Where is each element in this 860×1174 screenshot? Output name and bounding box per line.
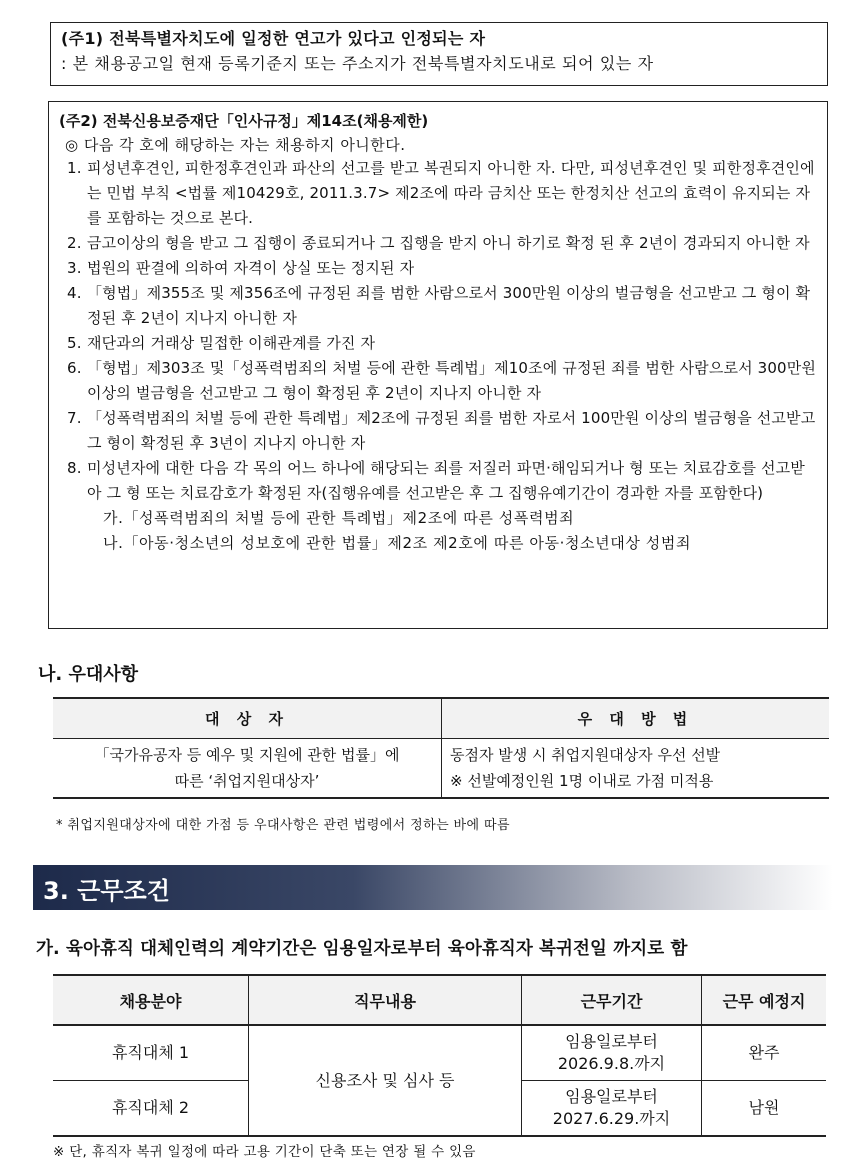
table-row — [53, 739, 829, 799]
table-cell: 신용조사 및 심사 등 — [249, 1025, 522, 1136]
section-title: 3. 근무조건 — [43, 877, 170, 905]
table-cell: 휴직대체 1 — [53, 1025, 249, 1081]
table-cell: 휴직대체 2 — [53, 1081, 249, 1137]
list-item: 8. 미성년자에 대한 다음 각 목의 어느 하나에 해당되는 죄를 저질러 파면·해임되거나 형 또는 치료감호를 선고받아 그 형 또는 치료감호가 확정된 자(집행유예를 선고받은 후 그 집행유예기간이 경과한 자를 포함한다) — [67, 459, 805, 502]
table-cell: 완주 — [702, 1025, 827, 1081]
list-item: 1. 피성년후견인, 피한정후견인과 파산의 선고를 받고 복권되지 아니한 자. 다만, 피성년후견인 및 피한정후견인에는 민법 부칙 <법률 제10429호, 2011.3.7> 제2조에 따라 금치산 또는 한정치산 선고의 효력이 유지되는 자를 포함하는 것으로 본다. — [67, 159, 815, 227]
table-cell: 동점자 발생 시 취업지원대상자 우선 선발 ※ 선발예정인원 1명 이내로 가점 미적용 — [442, 739, 830, 799]
work-conditions-table — [53, 974, 826, 1137]
note-2-box — [48, 101, 828, 629]
column-header: 근무기간 — [522, 975, 702, 1025]
note-2-intro: ◎ 다음 각 호에 해당하는 자는 채용하지 아니한다. — [65, 136, 406, 154]
sub-item: 나.「아동·청소년의 성보호에 관한 법률」제2조 제2호에 따른 아동·청소년대상 성범죄 — [103, 534, 692, 552]
list-item: 3. 법원의 판결에 의하여 자격이 상실 또는 정지된 자 — [67, 259, 415, 277]
note-2-title: (주2) 전북신용보증재단「인사규정」제14조(채용제한) — [59, 112, 429, 130]
list-item: 5. 재단과의 거래상 밀접한 이해관계를 가진 자 — [67, 334, 376, 352]
preference-heading: 나. 우대사항 — [38, 664, 139, 685]
column-header: 근무 예정지 — [702, 975, 827, 1025]
table-row — [53, 1025, 826, 1081]
column-header: 대 상 자 — [53, 698, 442, 739]
preference-note: * 취업지원대상자에 대한 가점 등 우대사항은 관련 법령에서 정하는 바에 따름 — [56, 818, 510, 833]
table-cell: 임용일로부터 2027.6.29.까지 — [522, 1081, 702, 1137]
section-subheading: 가. 육아휴직 대체인력의 계약기간은 임용일자로부터 육아휴직자 복귀전일 까지로 함 — [36, 939, 688, 959]
column-header: 채용분야 — [53, 975, 249, 1025]
list-item: 2. 금고이상의 형을 받고 그 집행이 종료되거나 그 집행을 받지 아니 하기로 확정 된 후 2년이 경과되지 아니한 자 — [67, 234, 810, 252]
table-cell: 「국가유공자 등 예우 및 지원에 관한 법률」에 따른 ‘취업지원대상자’ — [53, 739, 442, 799]
sub-item: 가.「성폭력범죄의 처벌 등에 관한 특례법」제2조에 따른 성폭력범죄 — [103, 509, 575, 527]
column-header: 직무내용 — [249, 975, 522, 1025]
list-item: 4. 「형법」제355조 및 제356조에 규정된 죄를 범한 사람으로서 300만원 이상의 벌금형을 선고받고 그 형이 확정된 후 2년이 지나지 아니한 자 — [67, 284, 811, 327]
section-note: ※ 단, 휴직자 복귀 일정에 따라 고용 기간이 단축 또는 연장 될 수 있음 — [53, 1144, 476, 1160]
list-item: 6. 「형법」제303조 및「성폭력범죄의 처벌 등에 관한 특례법」제10조에 규정된 죄를 범한 사람으로서 300만원 이상의 벌금형을 선고받고 그 형이 확정된 후 2년이 지나지 아니한 자 — [67, 359, 817, 402]
column-header: 우 대 방 법 — [442, 698, 830, 739]
note-1-desc: : 본 채용공고일 현재 등록기준지 또는 주소지가 전북특별자치도내로 되어 있는 자 — [61, 54, 654, 73]
table-cell: 남원 — [702, 1081, 827, 1137]
note-1-box — [50, 22, 828, 86]
list-item: 7. 「성폭력범죄의 처벌 등에 관한 특례법」제2조에 규정된 죄를 범한 자로서 100만원 이상의 벌금형을 선고받고 그 형이 확정된 후 3년이 지나지 아니한 자 — [67, 409, 816, 452]
note-1-title: (주1) 전북특별자치도에 일정한 연고가 있다고 인정되는 자 — [61, 29, 486, 48]
section-banner — [33, 865, 833, 910]
table-cell: 임용일로부터 2026.9.8.까지 — [522, 1025, 702, 1081]
preference-table — [53, 697, 829, 799]
